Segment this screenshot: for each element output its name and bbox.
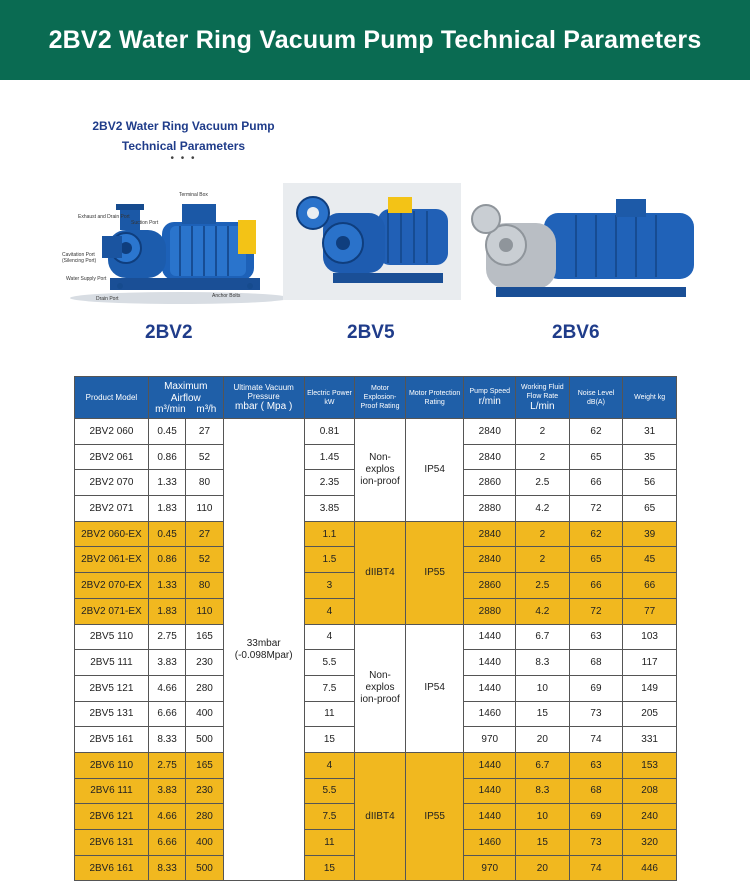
cell-fluid-flow: 2.5 — [516, 573, 570, 599]
cell-weight: 208 — [623, 778, 677, 804]
cell-airflow-m3h: 110 — [186, 496, 223, 522]
cell-airflow-m3min: 8.33 — [148, 855, 185, 881]
cell-fluid-flow: 15 — [516, 701, 570, 727]
cell-power: 1.5 — [304, 547, 355, 573]
cell-airflow-m3min: 0.45 — [148, 419, 185, 445]
cell-fluid-flow: 2 — [516, 547, 570, 573]
cell-noise: 73 — [569, 830, 623, 856]
cell-noise: 65 — [569, 547, 623, 573]
cell-power: 3 — [304, 573, 355, 599]
cell-model: 2BV5 111 — [75, 650, 149, 676]
cell-fluid-flow: 8.3 — [516, 778, 570, 804]
cell-airflow-m3min: 3.83 — [148, 650, 185, 676]
cell-model: 2BV5 121 — [75, 675, 149, 701]
cell-speed: 1440 — [464, 624, 516, 650]
cell-model: 2BV2 071-EX — [75, 598, 149, 624]
pump-2bv5-illustration — [283, 183, 461, 300]
cell-weight: 117 — [623, 650, 677, 676]
spec-table — [74, 376, 677, 881]
cell-fluid-flow: 2 — [516, 444, 570, 470]
cell-speed: 1440 — [464, 675, 516, 701]
table-row — [75, 624, 677, 650]
cell-weight: 240 — [623, 804, 677, 830]
cell-protection-rating: IP54 — [405, 419, 464, 522]
cell-speed: 2860 — [464, 573, 516, 599]
cell-power: 1.45 — [304, 444, 355, 470]
cell-noise: 62 — [569, 419, 623, 445]
cell-airflow-m3h: 80 — [186, 470, 223, 496]
cell-weight: 56 — [623, 470, 677, 496]
cell-model: 2BV2 060 — [75, 419, 149, 445]
header-model: Product Model — [75, 377, 149, 419]
cell-fluid-flow: 10 — [516, 804, 570, 830]
cell-airflow-m3h: 27 — [186, 419, 223, 445]
cell-model: 2BV2 061-EX — [75, 547, 149, 573]
cell-airflow-m3min: 2.75 — [148, 624, 185, 650]
cell-explosion-rating: dIIBT4 — [355, 521, 406, 624]
page-banner — [0, 0, 750, 80]
cell-airflow-m3min: 0.45 — [148, 521, 185, 547]
cell-speed: 2880 — [464, 598, 516, 624]
cell-power: 1.1 — [304, 521, 355, 547]
cell-airflow-m3min: 1.33 — [148, 470, 185, 496]
cell-weight: 320 — [623, 830, 677, 856]
header-airflow: Maximum Airflow m³/min m³/h — [148, 377, 223, 419]
cell-power: 4 — [304, 598, 355, 624]
cell-model: 2BV2 061 — [75, 444, 149, 470]
diagram-title-line1: 2BV2 Water Ring Vacuum Pump — [92, 119, 275, 133]
cell-noise: 72 — [569, 598, 623, 624]
cell-fluid-flow: 2.5 — [516, 470, 570, 496]
cell-model: 2BV2 071 — [75, 496, 149, 522]
cell-power: 7.5 — [304, 804, 355, 830]
cell-power: 5.5 — [304, 650, 355, 676]
cell-weight: 45 — [623, 547, 677, 573]
cell-model: 2BV6 111 — [75, 778, 149, 804]
cell-airflow-m3min: 6.66 — [148, 701, 185, 727]
cell-model: 2BV5 110 — [75, 624, 149, 650]
page-title: 2BV2 Water Ring Vacuum Pump Technical Parameters — [48, 25, 702, 54]
cell-weight: 446 — [623, 855, 677, 881]
cell-protection-rating: IP55 — [405, 752, 464, 880]
cell-power: 2.35 — [304, 470, 355, 496]
header-airflow-unit1: m³/min — [155, 404, 186, 415]
cell-fluid-flow: 2 — [516, 521, 570, 547]
cell-model: 2BV2 060-EX — [75, 521, 149, 547]
cell-noise: 69 — [569, 675, 623, 701]
cell-fluid-flow: 10 — [516, 675, 570, 701]
cell-weight: 77 — [623, 598, 677, 624]
cell-model: 2BV5 131 — [75, 701, 149, 727]
cell-weight: 35 — [623, 444, 677, 470]
cell-explosion-rating: Non-explos ion-proof — [355, 419, 406, 522]
cell-weight: 65 — [623, 496, 677, 522]
cell-airflow-m3min: 4.66 — [148, 675, 185, 701]
vacuum-value-mpa: (-0.098Mpar) — [234, 649, 293, 661]
cell-airflow-m3h: 280 — [186, 804, 223, 830]
cell-airflow-m3min: 1.83 — [148, 598, 185, 624]
cell-explosion-rating: dIIBT4 — [355, 752, 406, 880]
cell-power: 0.81 — [304, 419, 355, 445]
cell-speed: 2860 — [464, 470, 516, 496]
cell-protection-rating: IP55 — [405, 521, 464, 624]
cell-model: 2BV6 121 — [75, 804, 149, 830]
cell-fluid-flow: 6.7 — [516, 624, 570, 650]
cell-weight: 39 — [623, 521, 677, 547]
table-row — [75, 521, 677, 547]
cell-speed: 2840 — [464, 419, 516, 445]
header-vacuum: Ultimate Vacuum Pressure mbar ( Mpa ) — [223, 377, 304, 419]
label-suction-port: Suction Port — [131, 220, 159, 226]
header-power: Electric Power kW — [304, 377, 355, 419]
label-anchor-bolts: Anchor Bolts — [212, 293, 241, 299]
cell-speed: 1440 — [464, 752, 516, 778]
cell-fluid-flow: 20 — [516, 855, 570, 881]
cell-airflow-m3min: 6.66 — [148, 830, 185, 856]
cell-power: 11 — [304, 830, 355, 856]
cell-power: 3.85 — [304, 496, 355, 522]
header-explosion: Motor Explosion-Proof Rating — [355, 377, 406, 419]
cell-airflow-m3h: 165 — [186, 624, 223, 650]
cell-noise: 66 — [569, 573, 623, 599]
cell-airflow-m3min: 8.33 — [148, 727, 185, 753]
cell-vacuum — [223, 419, 304, 881]
cell-noise: 73 — [569, 701, 623, 727]
cell-airflow-m3h: 80 — [186, 573, 223, 599]
diagram-title — [40, 116, 327, 156]
cell-weight: 205 — [623, 701, 677, 727]
cell-model: 2BV2 070 — [75, 470, 149, 496]
header-airflow-unit2: m³/h — [196, 404, 217, 415]
table-body — [75, 419, 677, 881]
header-noise: Noise Level dB(A) — [569, 377, 623, 419]
label-exhaust-drain: Exhaust and Drain Port — [78, 214, 130, 220]
cell-noise: 74 — [569, 727, 623, 753]
cell-airflow-m3h: 500 — [186, 855, 223, 881]
cell-noise: 63 — [569, 752, 623, 778]
cell-speed: 1460 — [464, 830, 516, 856]
pump-2bv2-illustration — [50, 190, 310, 310]
cell-power: 15 — [304, 727, 355, 753]
cell-airflow-m3h: 165 — [186, 752, 223, 778]
cell-fluid-flow: 8.3 — [516, 650, 570, 676]
cell-model: 2BV2 070-EX — [75, 573, 149, 599]
cell-weight: 31 — [623, 419, 677, 445]
cell-fluid-flow: 15 — [516, 830, 570, 856]
cell-protection-rating: IP54 — [405, 624, 464, 752]
cell-noise: 62 — [569, 521, 623, 547]
cell-speed: 1440 — [464, 778, 516, 804]
cell-airflow-m3h: 27 — [186, 521, 223, 547]
cell-noise: 68 — [569, 778, 623, 804]
cell-airflow-m3h: 500 — [186, 727, 223, 753]
label-cavitation-port: Cavitation Port — [62, 252, 95, 258]
cell-airflow-m3h: 280 — [186, 675, 223, 701]
cell-power: 4 — [304, 624, 355, 650]
diagram-title-line2: Technical Parameters — [121, 139, 246, 153]
cell-noise: 66 — [569, 470, 623, 496]
cell-noise: 63 — [569, 624, 623, 650]
cell-weight: 149 — [623, 675, 677, 701]
cell-speed: 2880 — [464, 496, 516, 522]
table-header-row — [75, 377, 677, 419]
cell-speed: 2840 — [464, 547, 516, 573]
cell-airflow-m3min: 1.33 — [148, 573, 185, 599]
cell-airflow-m3h: 52 — [186, 444, 223, 470]
cell-fluid-flow: 20 — [516, 727, 570, 753]
cell-speed: 2840 — [464, 521, 516, 547]
cell-speed: 2840 — [464, 444, 516, 470]
cell-speed: 1440 — [464, 650, 516, 676]
cell-noise: 69 — [569, 804, 623, 830]
cell-weight: 331 — [623, 727, 677, 753]
cell-model: 2BV5 161 — [75, 727, 149, 753]
cell-noise: 74 — [569, 855, 623, 881]
table-row — [75, 419, 677, 445]
cell-noise: 68 — [569, 650, 623, 676]
header-speed: Pump Speed r/min — [464, 377, 516, 419]
cell-speed: 970 — [464, 855, 516, 881]
cell-airflow-m3min: 4.66 — [148, 804, 185, 830]
cell-weight: 66 — [623, 573, 677, 599]
cell-power: 7.5 — [304, 675, 355, 701]
cell-power: 15 — [304, 855, 355, 881]
cell-model: 2BV6 110 — [75, 752, 149, 778]
cell-power: 5.5 — [304, 778, 355, 804]
cell-speed: 970 — [464, 727, 516, 753]
diagram-dots: • • • — [170, 153, 197, 164]
cell-airflow-m3min: 3.83 — [148, 778, 185, 804]
cell-airflow-m3min: 0.86 — [148, 547, 185, 573]
cell-noise: 72 — [569, 496, 623, 522]
cell-fluid-flow: 2 — [516, 419, 570, 445]
header-protection: Motor Protection Rating — [405, 377, 464, 419]
label-terminal-box: Terminal Box — [179, 192, 208, 198]
cell-airflow-m3min: 1.83 — [148, 496, 185, 522]
model-label-2bv6: 2BV6 — [552, 322, 600, 343]
cell-speed: 1440 — [464, 804, 516, 830]
cell-fluid-flow: 4.2 — [516, 598, 570, 624]
cell-power: 11 — [304, 701, 355, 727]
cell-airflow-m3h: 400 — [186, 701, 223, 727]
model-label-2bv5: 2BV5 — [347, 322, 395, 343]
cell-airflow-m3h: 230 — [186, 778, 223, 804]
cell-fluid-flow: 6.7 — [516, 752, 570, 778]
cell-explosion-rating: Non-explos ion-proof — [355, 624, 406, 752]
cell-model: 2BV6 161 — [75, 855, 149, 881]
label-silencing-port: (Silencing Port) — [62, 258, 97, 264]
cell-airflow-m3h: 52 — [186, 547, 223, 573]
cell-airflow-m3min: 0.86 — [148, 444, 185, 470]
cell-weight: 153 — [623, 752, 677, 778]
label-drain-port: Drain Port — [96, 296, 119, 302]
cell-airflow-m3h: 230 — [186, 650, 223, 676]
cell-airflow-m3h: 110 — [186, 598, 223, 624]
cell-model: 2BV6 131 — [75, 830, 149, 856]
cell-power: 4 — [304, 752, 355, 778]
cell-noise: 65 — [569, 444, 623, 470]
label-water-supply: Water Supply Port — [66, 276, 107, 282]
model-label-2bv2: 2BV2 — [145, 322, 193, 343]
header-weight: Weight kg — [623, 377, 677, 419]
cell-fluid-flow: 4.2 — [516, 496, 570, 522]
vacuum-value-mbar: 33mbar — [246, 637, 281, 649]
cell-airflow-m3min: 2.75 — [148, 752, 185, 778]
header-fluid: Working Fluid Flow Rate L/min — [516, 377, 570, 419]
cell-weight: 103 — [623, 624, 677, 650]
table-row — [75, 752, 677, 778]
cell-speed: 1460 — [464, 701, 516, 727]
cell-airflow-m3h: 400 — [186, 830, 223, 856]
pump-2bv6-illustration — [466, 183, 706, 303]
